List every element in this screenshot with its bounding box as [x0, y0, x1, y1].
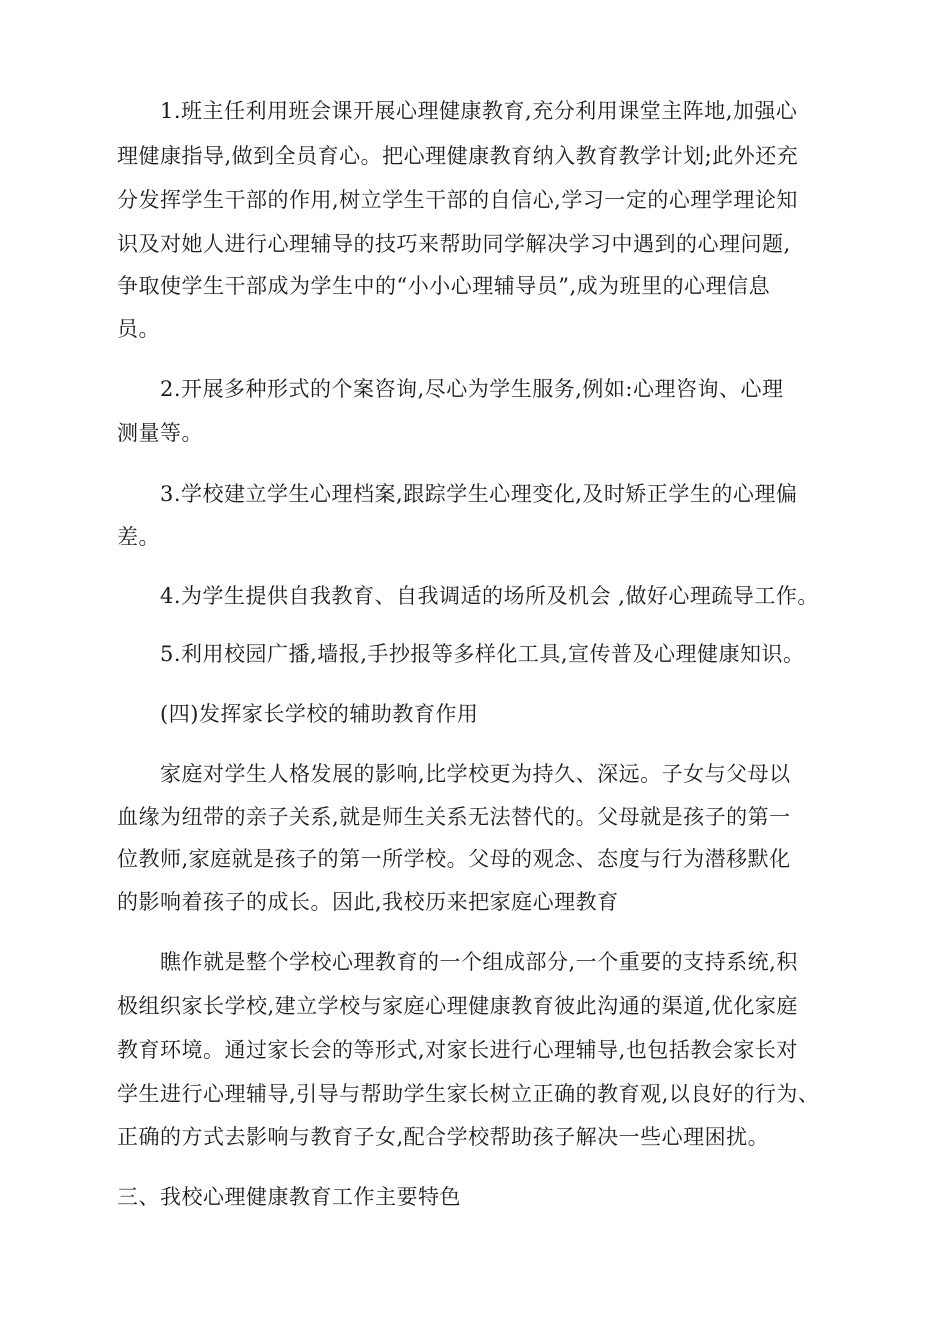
- parent-school-paragraph-line: 学生进行心理辅导,引导与帮助学生家长树立正确的教育观,以良好的行为、: [117, 1082, 820, 1106]
- item-1-line: 分发挥学生干部的作用,树立学生干部的自信心,学习一定的心理学理论知: [117, 188, 798, 212]
- family-paragraph-line: 家庭对学生人格发展的影响,比学校更为持久、深远。子女与父母以: [160, 762, 791, 786]
- item-4-line: 4.为学生提供自我教育、自我调适的场所及机会 ,做好心理疏导工作。: [160, 584, 819, 608]
- item-3-line: 3.学校建立学生心理档案,跟踪学生心理变化,及时矫正学生的心理偏: [160, 482, 798, 506]
- item-1-line: 员。: [117, 317, 160, 341]
- parent-school-paragraph-line: 极组织家长学校,建立学校与家庭心理健康教育彼此沟通的渠道,优化家庭: [117, 994, 798, 1018]
- parent-school-paragraph-line: 正确的方式去影响与教育子女,配合学校帮助孩子解决一些心理困扰。: [117, 1125, 770, 1149]
- item-2-line: 测量等。: [117, 421, 203, 445]
- section-heading-4: (四)发挥家长学校的辅助教育作用: [160, 702, 479, 726]
- item-1-line: 争取使学生干部成为学生中的“小小心理辅导员”,成为班里的心理信息: [117, 274, 771, 298]
- item-1-line: 识及对她人进行心理辅导的技巧来帮助同学解决学习中遇到的心理问题,: [117, 232, 791, 256]
- item-1-line: 理健康指导,做到全员育心。把心理健康教育纳入教育教学计划;此外还充: [117, 144, 799, 168]
- item-2-line: 2.开展多种形式的个案咨询,尽心为学生服务,例如:心理咨询、心理: [160, 377, 784, 401]
- family-paragraph-line: 的影响着孩子的成长。因此,我校历来把家庭心理教育: [117, 890, 619, 914]
- family-paragraph-line: 位教师,家庭就是孩子的第一所学校。父母的观念、态度与行为潜移默化: [117, 847, 791, 871]
- parent-school-paragraph-line: 瞧作就是整个学校心理教育的一个组成部分,一个重要的支持系统,积: [160, 950, 798, 974]
- item-1-line: 1.班主任利用班会课开展心理健康教育,充分利用课堂主阵地,加强心: [160, 99, 798, 123]
- item-5-line: 5.利用校园广播,墙报,手抄报等多样化工具,宣传普及心理健康知识。: [160, 642, 805, 666]
- parent-school-paragraph-line: 教育环境。通过家长会的等形式,对家长进行心理辅导,也包括教会家长对: [117, 1038, 798, 1062]
- family-paragraph-line: 血缘为纽带的亲子关系,就是师生关系无法替代的。父母就是孩子的第一: [117, 805, 791, 829]
- item-3-line: 差。: [117, 525, 160, 549]
- section-heading-3: 三、我校心理健康教育工作主要特色: [117, 1185, 461, 1209]
